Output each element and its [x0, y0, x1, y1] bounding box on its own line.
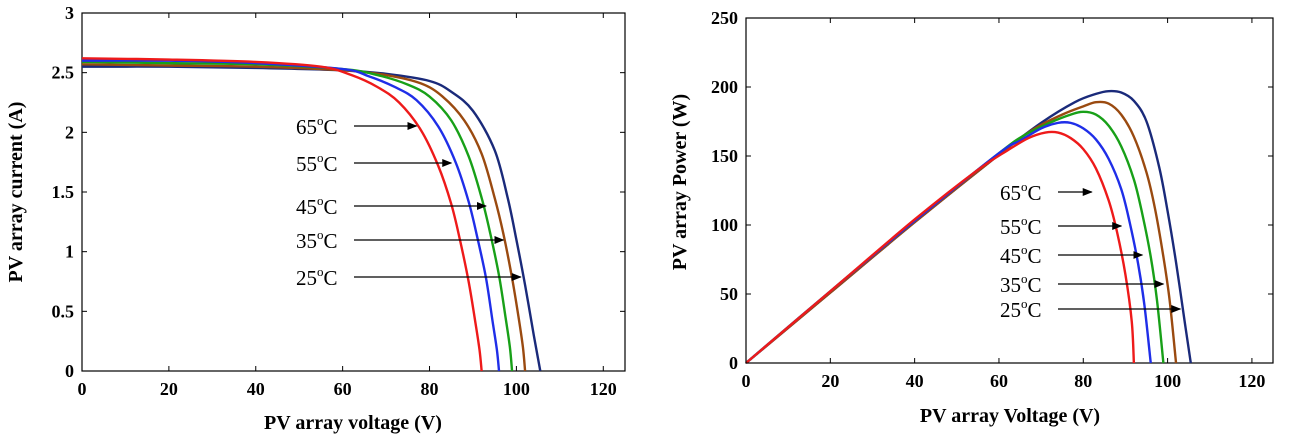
pv-annotation-label: 35$^o$C [1000, 271, 1042, 297]
iv-series-line-3 [82, 61, 499, 371]
pv-series-group [746, 91, 1191, 363]
pv-x-tick-label: 0 [741, 371, 751, 391]
iv-y-tick-label: 2 [65, 122, 74, 143]
iv-annotation-label: 65$^o$C [296, 113, 338, 139]
pv-y-tick-label: 100 [711, 215, 738, 235]
pv-y-tick-label: 250 [711, 8, 738, 28]
iv-x-tick-label: 60 [333, 379, 352, 399]
iv-y-axis-label: PV array current (A) [5, 101, 27, 283]
iv-annotation-label: 55$^o$C [296, 150, 338, 176]
pv-annotation-label: 65$^o$C [1000, 179, 1042, 205]
pv-annotation-label: 25$^o$C [1000, 296, 1042, 322]
iv-x-axis-label: PV array voltage (V) [264, 412, 442, 434]
pv-annotation-label: 55$^o$C [1000, 213, 1042, 239]
pv-ticks-group [711, 8, 1273, 391]
iv-x-tick-label: 40 [246, 379, 265, 399]
pv-x-tick-label: 60 [989, 371, 1008, 391]
iv-y-tick-label: 0.5 [51, 301, 74, 322]
pv-x-axis-label: PV array Voltage (V) [919, 405, 1101, 427]
iv-x-tick-label: 100 [502, 379, 530, 399]
iv-y-tick-label: 3 [65, 3, 74, 23]
pv-series-line-2 [746, 112, 1163, 363]
iv-x-tick-label: 0 [77, 379, 87, 399]
iv-chart [5, 3, 625, 434]
pv-y-tick-label: 200 [711, 77, 738, 97]
pv-y-tick-label: 0 [729, 353, 738, 373]
pv-x-tick-label: 120 [1238, 371, 1266, 391]
iv-y-tick-label: 0 [65, 361, 74, 381]
iv-x-tick-label: 120 [589, 379, 617, 399]
iv-annotation-label: 25$^o$C [296, 264, 338, 290]
pv-y-tick-label: 150 [711, 146, 738, 166]
pv-y-tick-label: 50 [720, 284, 738, 304]
iv-annotation-label: 35$^o$C [296, 227, 338, 253]
pv-x-tick-label: 40 [905, 371, 924, 391]
pv-series-line-0 [746, 91, 1191, 363]
pv-x-tick-label: 80 [1074, 371, 1093, 391]
pv-series-line-1 [746, 102, 1176, 363]
pv-chart [669, 8, 1273, 427]
pv-annotation-label: 45$^o$C [1000, 242, 1042, 268]
pv-x-tick-label: 100 [1154, 371, 1182, 391]
pv-y-axis-label: PV array Power (W) [669, 93, 691, 271]
iv-annotations-group [296, 113, 521, 290]
iv-x-tick-label: 80 [420, 379, 439, 399]
iv-y-tick-label: 1.5 [51, 182, 74, 202]
iv-y-tick-label: 2.5 [51, 62, 74, 83]
iv-x-tick-label: 20 [159, 379, 178, 399]
iv-y-tick-label: 1 [65, 241, 74, 262]
pv-series-line-4 [746, 132, 1134, 363]
iv-annotation-label: 45$^o$C [296, 193, 338, 219]
pv-x-tick-label: 20 [821, 371, 840, 391]
